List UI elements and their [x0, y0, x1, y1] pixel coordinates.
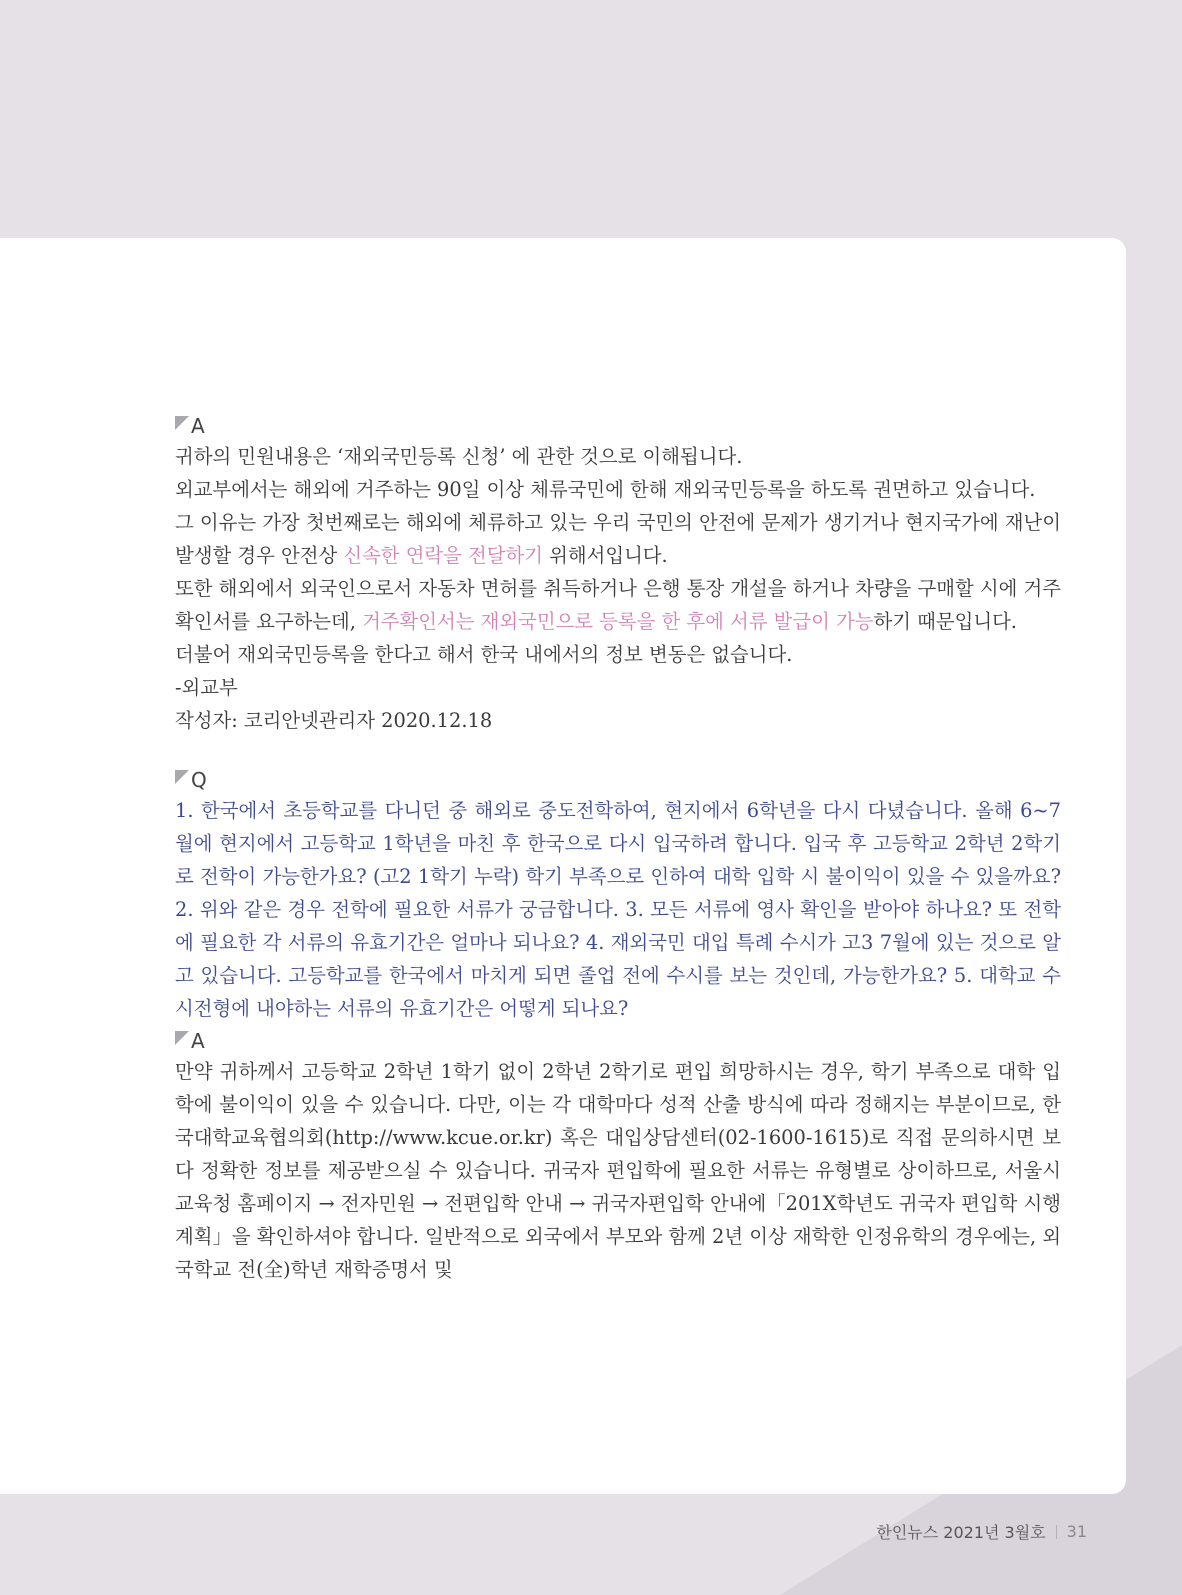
answer-source: -외교부 — [175, 676, 238, 699]
highlight-text: 신속한 연락을 전달하기 — [343, 544, 543, 567]
page-number: 31 — [1066, 1522, 1087, 1541]
answer-text: 하기 때문입니다. — [873, 610, 1017, 633]
page-footer — [876, 1520, 1087, 1543]
answer-line: 더불어 재외국민등록을 한다고 해서 한국 내에서의 정보 변동은 없습니다. — [175, 643, 793, 666]
answer-marker-letter: A — [191, 414, 205, 438]
answer-line — [175, 506, 1061, 572]
answer-marker-letter: A — [191, 1029, 205, 1053]
highlight-text: 거주확인서는 재외국민으로 등록을 한 후에 서류 발급이 가능 — [362, 610, 874, 633]
answer-author: 작성자: 코리안넷관리자 2020.12.18 — [175, 709, 493, 732]
answer-line — [175, 572, 1061, 638]
footer-divider — [1056, 1525, 1057, 1539]
corner-triangle-icon — [175, 1031, 189, 1045]
answer-marker — [175, 1025, 1061, 1055]
answer-text: 또한 해외에서 외국인으로서 자동차 면허를 취득하거나 은행 통장 개설을 하거나 차량을 구매할 시에 거주확인서를 요구하는데, — [175, 577, 1061, 633]
corner-triangle-icon — [175, 770, 189, 784]
publication-name: 한인뉴스 2021년 3월호 — [876, 1523, 1046, 1542]
question-marker — [175, 764, 1061, 794]
answer-marker — [175, 410, 1061, 440]
question-marker-letter: Q — [191, 768, 207, 792]
question-text: 1. 한국에서 초등학교를 다니던 중 해외로 중도전학하여, 현지에서 6학년을 다시 다녔습니다. 올해 6~7월에 현지에서 고등학교 1학년을 마친 후 한국으로 다시 입국하려 합니다. 입국 후 고등학교 2학년 2학기로 전학이 가능한가요? (고2 1학기 누락) 학기 부족으로 인하여 대학 입학 시 불이익이 있을 수 있을까요? 2. 위와 같은 경우 전학에 필요한 서류가 궁금합니다. 3. 모든 서류에 영사 확인을 받아야 하나요? 또 전학에 필요한 각 서류의 유효기간은 얼마나 되나요? 4. 재외국민 대입 특례 수시가 고3 7월에 있는 것으로 알고 있습니다. 고등학교를 한국에서 마치게 되면 졸업 전에 수시를 보는 것인데, 가능한가요? 5. 대학교 수시전형에 내야하는 서류의 유효기간은 어떻게 되나요? — [175, 799, 1061, 1020]
answer-text: 만약 귀하께서 고등학교 2학년 1학기 없이 2학년 2학기로 편입 희망하시는 경우, 학기 부족으로 대학 입학에 불이익이 있을 수 있습니다. 다만, 이는 각 대학마다 성적 산출 방식에 따라 정해지는 부분이므로, 한국대학교육협의회(http://www.kcue.or.kr) 혹은 대입상담센터(02-1600-1615)로 직접 문의하시면 보다 정확한 정보를 제공받으실 수 있습니다. 귀국자 편입학에 필요한 서류는 유형별로 상이하므로, 서울시교육청 홈페이지 → 전자민원 → 전편입학 안내 → 귀국자편입학 안내에「201X학년도 귀국자 편입학 시행계획」을 확인하셔야 합니다. 일반적으로 외국에서 부모와 함께 2년 이상 재학한 인정유학의 경우에는, 외국학교 전(全)학년 재학증명서 및 — [175, 1060, 1062, 1281]
answer-text: 위해서입니다. — [542, 544, 668, 567]
answer-line: 외교부에서는 해외에 거주하는 90일 이상 체류국민에 한해 재외국민등록을 하도록 권면하고 있습니다. — [175, 478, 1036, 501]
answer-text: 그 이유는 가장 첫번째로는 해외에 체류하고 있는 우리 국민의 안전에 문제가 생기거나 현지국가에 재난이 발생할 경우 안전상 — [175, 511, 1061, 567]
corner-triangle-icon — [175, 416, 189, 430]
article-body — [175, 410, 1061, 1286]
answer-line: 귀하의 민원내용은 ‘재외국민등록 신청’ 에 관한 것으로 이해됩니다. — [175, 445, 743, 468]
